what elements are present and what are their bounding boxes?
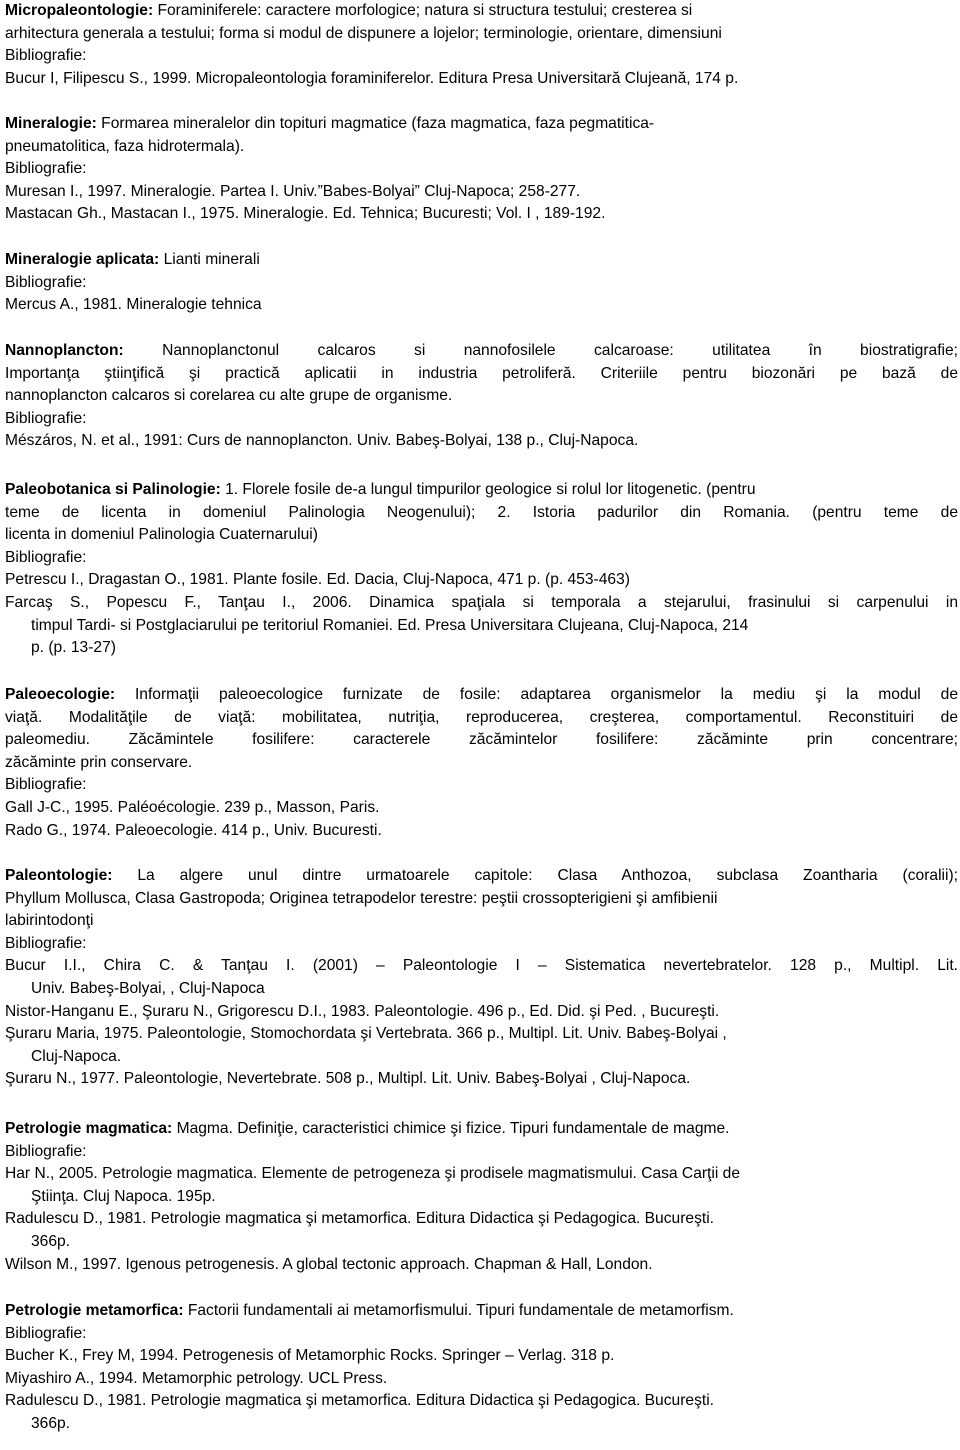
section-heading: Mineralogie: [5, 115, 97, 132]
description-text: Factorii fundamentali ai metamorfismului. Tipuri fundamentale de metamorfism. [183, 1302, 734, 1319]
bibliography-label: Bibliografie: [5, 776, 87, 794]
description-line [5, 752, 958, 775]
description-line [5, 1118, 958, 1141]
description-text: labirintodonţi [5, 912, 94, 930]
description-line [5, 340, 958, 363]
section-micropaleontologie [5, 0, 958, 90]
reference-entry: Mészáros, N. et al., 1991: Curs de nannoplancton. Univ. Babeş-Bolyai, 138 p., Cluj-Napoca. [5, 432, 639, 450]
description-line [5, 502, 958, 525]
reference-continuation: Ştiinţa. Cluj Napoca. 195p. [31, 1187, 216, 1205]
reference-entry: Wilson M., 1997. Igenous petrogenesis. A global tectonic approach. Chapman & Hall, London. [5, 1255, 653, 1273]
section-heading: Paleobotanica si Palinologie: [5, 481, 221, 498]
description-line [5, 385, 958, 408]
description-line [5, 865, 958, 888]
section-mineralogie-aplicata [5, 249, 958, 317]
section-heading: Micropaleontologie: [5, 2, 154, 19]
description-line [5, 249, 958, 272]
description-text: paleomediu. Zăcămintele fosilifere: caracterele zăcămintelor fosilifere: zăcăminte prin concentrare; [5, 731, 958, 749]
description-text: Importanţa ştiinţifică şi practică aplicatii in industria petroliferă. Criteriile pentru biozonări pe bază de [5, 364, 958, 382]
description-text: pneumatolitica, faza hidrotermala). [5, 137, 245, 155]
section-paleobotanica [5, 479, 958, 660]
description-text: Formarea mineralelor din topituri magmatice (faza magmatica, faza pegmatitica- [96, 115, 655, 132]
description-line [5, 910, 958, 933]
description-text: 1. Florele fosile de-a lungul timpurilor geologice si rolul lor litogenetic. (pentru [220, 481, 756, 498]
description-text: zăcăminte prin conservare. [5, 753, 193, 771]
bibliography-label: Bibliografie: [5, 47, 87, 65]
description-line [5, 707, 958, 730]
section-heading: Mineralogie aplicata: [5, 251, 160, 268]
description-text: arhitectura generala a testului; forma si modul de dispunere a lojelor; terminologie, orientare, dimensiuni [5, 24, 722, 42]
reference-entry: Radulescu D., 1981. Petrologie magmatica şi metamorfica. Editura Didactica şi Pedagogica. Bucureşti. [5, 1210, 714, 1228]
section-paleontologie [5, 865, 958, 1091]
description-line [5, 684, 958, 707]
reference-continuation: timpul Tardi- si Postglaciarului pe teritoriul Romaniei. Ed. Presa Universitara Clujeana, Cluj-Napoca, 214 [31, 616, 749, 634]
description-line [5, 1300, 958, 1323]
description-text: Lianti minerali [159, 251, 260, 268]
description-text: nannoplancton calcaros si corelarea cu alte grupe de organisme. [5, 387, 453, 405]
reference-entry: Rado G., 1974. Paleoecologie. 414 p., Univ. Bucuresti. [5, 821, 382, 839]
description-line [5, 0, 958, 23]
reference-entry: Mastacan Gh., Mastacan I., 1975. Mineralogie. Ed. Tehnica; Bucuresti; Vol. I , 189-192. [5, 205, 606, 223]
reference-entry: Bucur I, Filipescu S., 1999. Micropaleontologia foraminiferelor. Editura Presa Universitară Clujeană, 174 p. [5, 69, 739, 87]
section-heading: Paleoecologie: [5, 686, 116, 703]
reference-entry: Bucur I.I., Chira C. & Tanţau I. (2001) – Paleontologie I – Sistematica nevertebratelor. 128 p., Multipl. Lit. [5, 957, 958, 975]
section-heading: Petrologie magmatica: [5, 1120, 173, 1137]
section-paleoecologie [5, 684, 958, 842]
reference-entry: Har N., 2005. Petrologie magmatica. Elemente de petrogeneza şi prodisele magmatismului. Casa Carţii de [5, 1165, 741, 1183]
description-text: viaţă. Modalităţile de viaţă: mobilitatea, nutriţia, reproducerea, creşterea, comportamentul. Reconstituiri de [5, 708, 958, 726]
section-petrologie-magmatica [5, 1118, 958, 1276]
section-mineralogie [5, 113, 958, 226]
bibliography-label: Bibliografie: [5, 409, 87, 427]
reference-continuation: Cluj-Napoca. [31, 1047, 122, 1065]
reference-entry: Muresan I., 1997. Mineralogie. Partea I. Univ.”Babes-Bolyai” Cluj-Napoca; 258-277. [5, 182, 581, 200]
section-nannoplancton [5, 340, 958, 453]
description-line [5, 113, 958, 136]
bibliography-label: Bibliografie: [5, 934, 87, 952]
bibliography-label: Bibliografie: [5, 548, 87, 566]
description-text: Informaţii paleoecologice furnizate de fosile: adaptarea organismelor la mediu şi la modul de [115, 686, 958, 703]
description-line [5, 524, 958, 547]
bibliography-label: Bibliografie: [5, 1324, 87, 1342]
description-line [5, 363, 958, 386]
description-text: La algere unul dintre urmatoarele capitole: Clasa Anthozoa, subclasa Zoantharia (coralii); [112, 867, 958, 884]
reference-entry: Şuraru N., 1977. Paleontologie, Nevertebrate. 508 p., Multipl. Lit. Univ. Babeş-Bolyai , Cluj-Napoca. [5, 1070, 691, 1088]
description-text: Phyllum Mollusca, Clasa Gastropoda; Originea tetrapodelor terestre: peştii crossopterigieni şi amfibienii [5, 889, 718, 907]
reference-continuation: p. (p. 13-27) [31, 639, 116, 657]
reference-entry: Miyashiro A., 1994. Metamorphic petrology. UCL Press. [5, 1369, 388, 1387]
description-line [5, 888, 958, 911]
reference-entry: Petrescu I., Dragastan O., 1981. Plante fosile. Ed. Dacia, Cluj-Napoca, 471 p. (p. 453-463) [5, 571, 630, 589]
reference-entry: Radulescu D., 1981. Petrologie magmatica şi metamorfica. Editura Didactica şi Pedagogica. Bucureşti. [5, 1392, 714, 1410]
section-petrologie-metamorfica [5, 1300, 958, 1436]
reference-continuation: 366p. [31, 1232, 71, 1250]
bibliography-label: Bibliografie: [5, 1142, 87, 1160]
section-heading: Nannoplancton: [5, 342, 124, 359]
description-line [5, 729, 958, 752]
reference-entry: Farcaş S., Popescu F., Tanţau I., 2006. Dinamica spaţiala si temporala a stejarului, frasinului si carpenului in [5, 593, 958, 611]
reference-entry: Nistor-Hanganu E., Şuraru N., Grigorescu D.I., 1983. Paleontologie. 496 p., Ed. Did. şi Ped. , Bucureşti. [5, 1002, 720, 1020]
reference-entry: Mercus A., 1981. Mineralogie tehnica [5, 296, 262, 314]
reference-entry: Şuraru Maria, 1975. Paleontologie, Stomochordata şi Vertebrata. 366 p., Multipl. Lit. Univ. Babeş-Bolyai , [5, 1025, 727, 1043]
reference-entry: Gall J-C., 1995. Paléoécologie. 239 p., Masson, Paris. [5, 798, 380, 816]
description-line [5, 23, 958, 46]
description-text: Magma. Definiţie, caracteristici chimice şi fizice. Tipuri fundamentale de magme. [172, 1120, 730, 1137]
reference-continuation: Univ. Babeş-Bolyai, , Cluj-Napoca [31, 979, 265, 997]
description-text: Foraminiferele: caractere morfologice; natura si structura testului; cresterea si [153, 2, 693, 19]
reference-entry: Bucher K., Frey M, 1994. Petrogenesis of Metamorphic Rocks. Springer – Verlag. 318 p. [5, 1347, 615, 1365]
description-text: licenta in domeniul Palinologia Cuaternarului) [5, 526, 318, 544]
description-line [5, 136, 958, 159]
description-text: teme de licenta in domeniul Palinologia Neogenului); 2. Istoria padurilor din Romania. (pentru teme de [5, 503, 958, 521]
section-heading: Petrologie metamorfica: [5, 1302, 184, 1319]
description-text: Nannoplanctonul calcaros si nannofosilele calcaroase: utilitatea în biostratigrafie; [123, 342, 958, 359]
bibliography-label: Bibliografie: [5, 160, 87, 178]
reference-continuation: 366p. [31, 1414, 71, 1432]
description-line [5, 479, 958, 502]
section-heading: Paleontologie: [5, 867, 113, 884]
bibliography-label: Bibliografie: [5, 273, 87, 291]
